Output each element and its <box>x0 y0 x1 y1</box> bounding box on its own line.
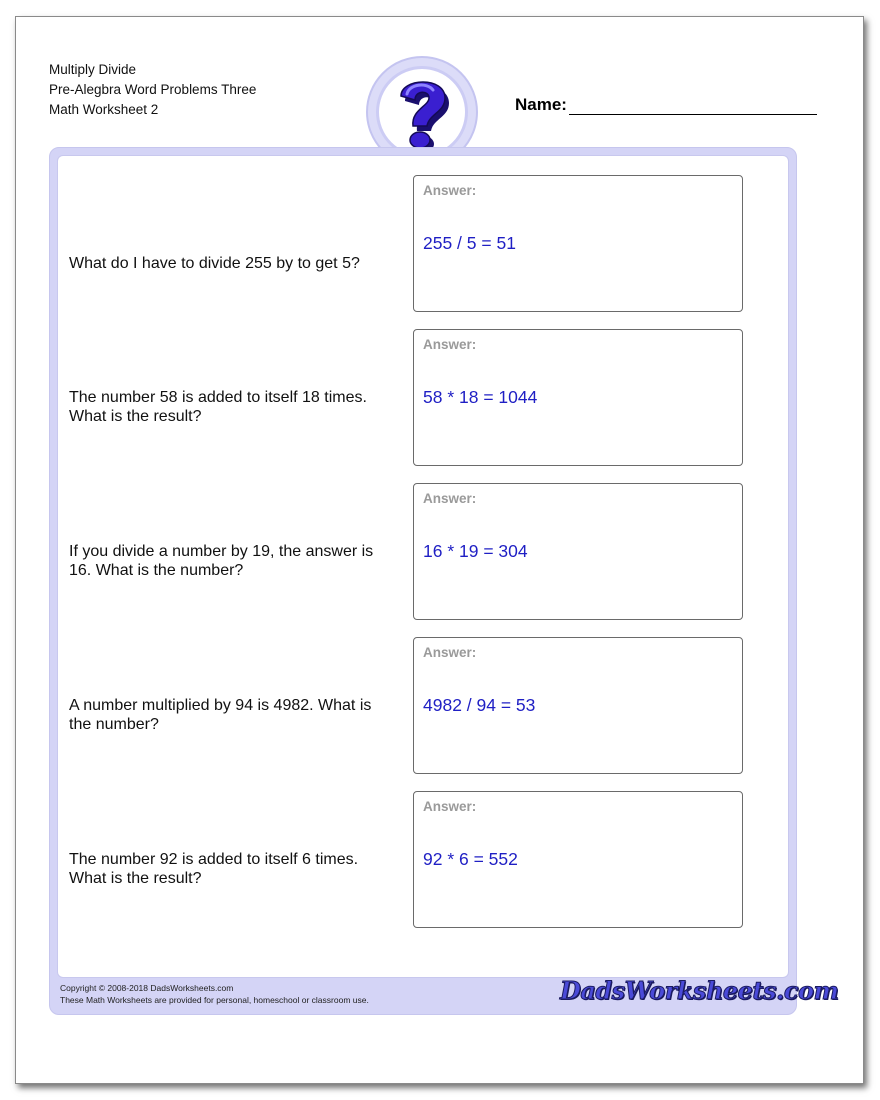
answer-label: Answer: <box>423 645 477 660</box>
answer-value: 4982 / 94 = 53 <box>423 695 536 715</box>
copyright-text: Copyright © 2008-2018 DadsWorksheets.com <box>60 983 234 993</box>
answer-label: Answer: <box>423 491 477 506</box>
question-text: If you divide a number by 19, the answer is 16. What is the number? <box>69 543 374 579</box>
dadsworksheets-logo: DadsWorksheets.com <box>560 976 839 1005</box>
answer-box <box>413 175 743 312</box>
answer-label: Answer: <box>423 799 477 814</box>
answer-box <box>413 637 743 774</box>
answer-box <box>413 483 743 620</box>
question-text: The number 58 is added to itself 18 times. What is the result? <box>69 389 367 425</box>
title-line-2: Pre-Alegbra Word Problems Three <box>49 82 257 97</box>
worksheet-title <box>49 60 256 120</box>
usage-notice: These Math Worksheets are provided for personal, homeschool or classroom use. <box>60 995 369 1005</box>
title-line-1: Multiply Divide <box>49 62 137 77</box>
answer-label: Answer: <box>423 337 477 352</box>
answer-value: 58 * 18 = 1044 <box>423 387 538 407</box>
name-line <box>569 94 817 115</box>
question-text: A number multiplied by 94 is 4982. What is the number? <box>69 697 372 733</box>
question-text: The number 92 is added to itself 6 times. What is the result? <box>69 851 359 887</box>
footer-text <box>60 982 369 1006</box>
answer-value: 255 / 5 = 51 <box>423 233 516 253</box>
answer-value: 92 * 6 = 552 <box>423 849 518 869</box>
answer-box <box>413 791 743 928</box>
name-field <box>515 94 817 115</box>
answer-box <box>413 329 743 466</box>
answer-value: 16 * 19 = 304 <box>423 541 528 561</box>
question-mark-icon <box>387 70 457 154</box>
name-label: Name: <box>515 95 567 114</box>
answer-label: Answer: <box>423 183 477 198</box>
question-text: What do I have to divide 255 by to get 5? <box>69 255 360 272</box>
title-line-3: Math Worksheet 2 <box>49 102 159 117</box>
